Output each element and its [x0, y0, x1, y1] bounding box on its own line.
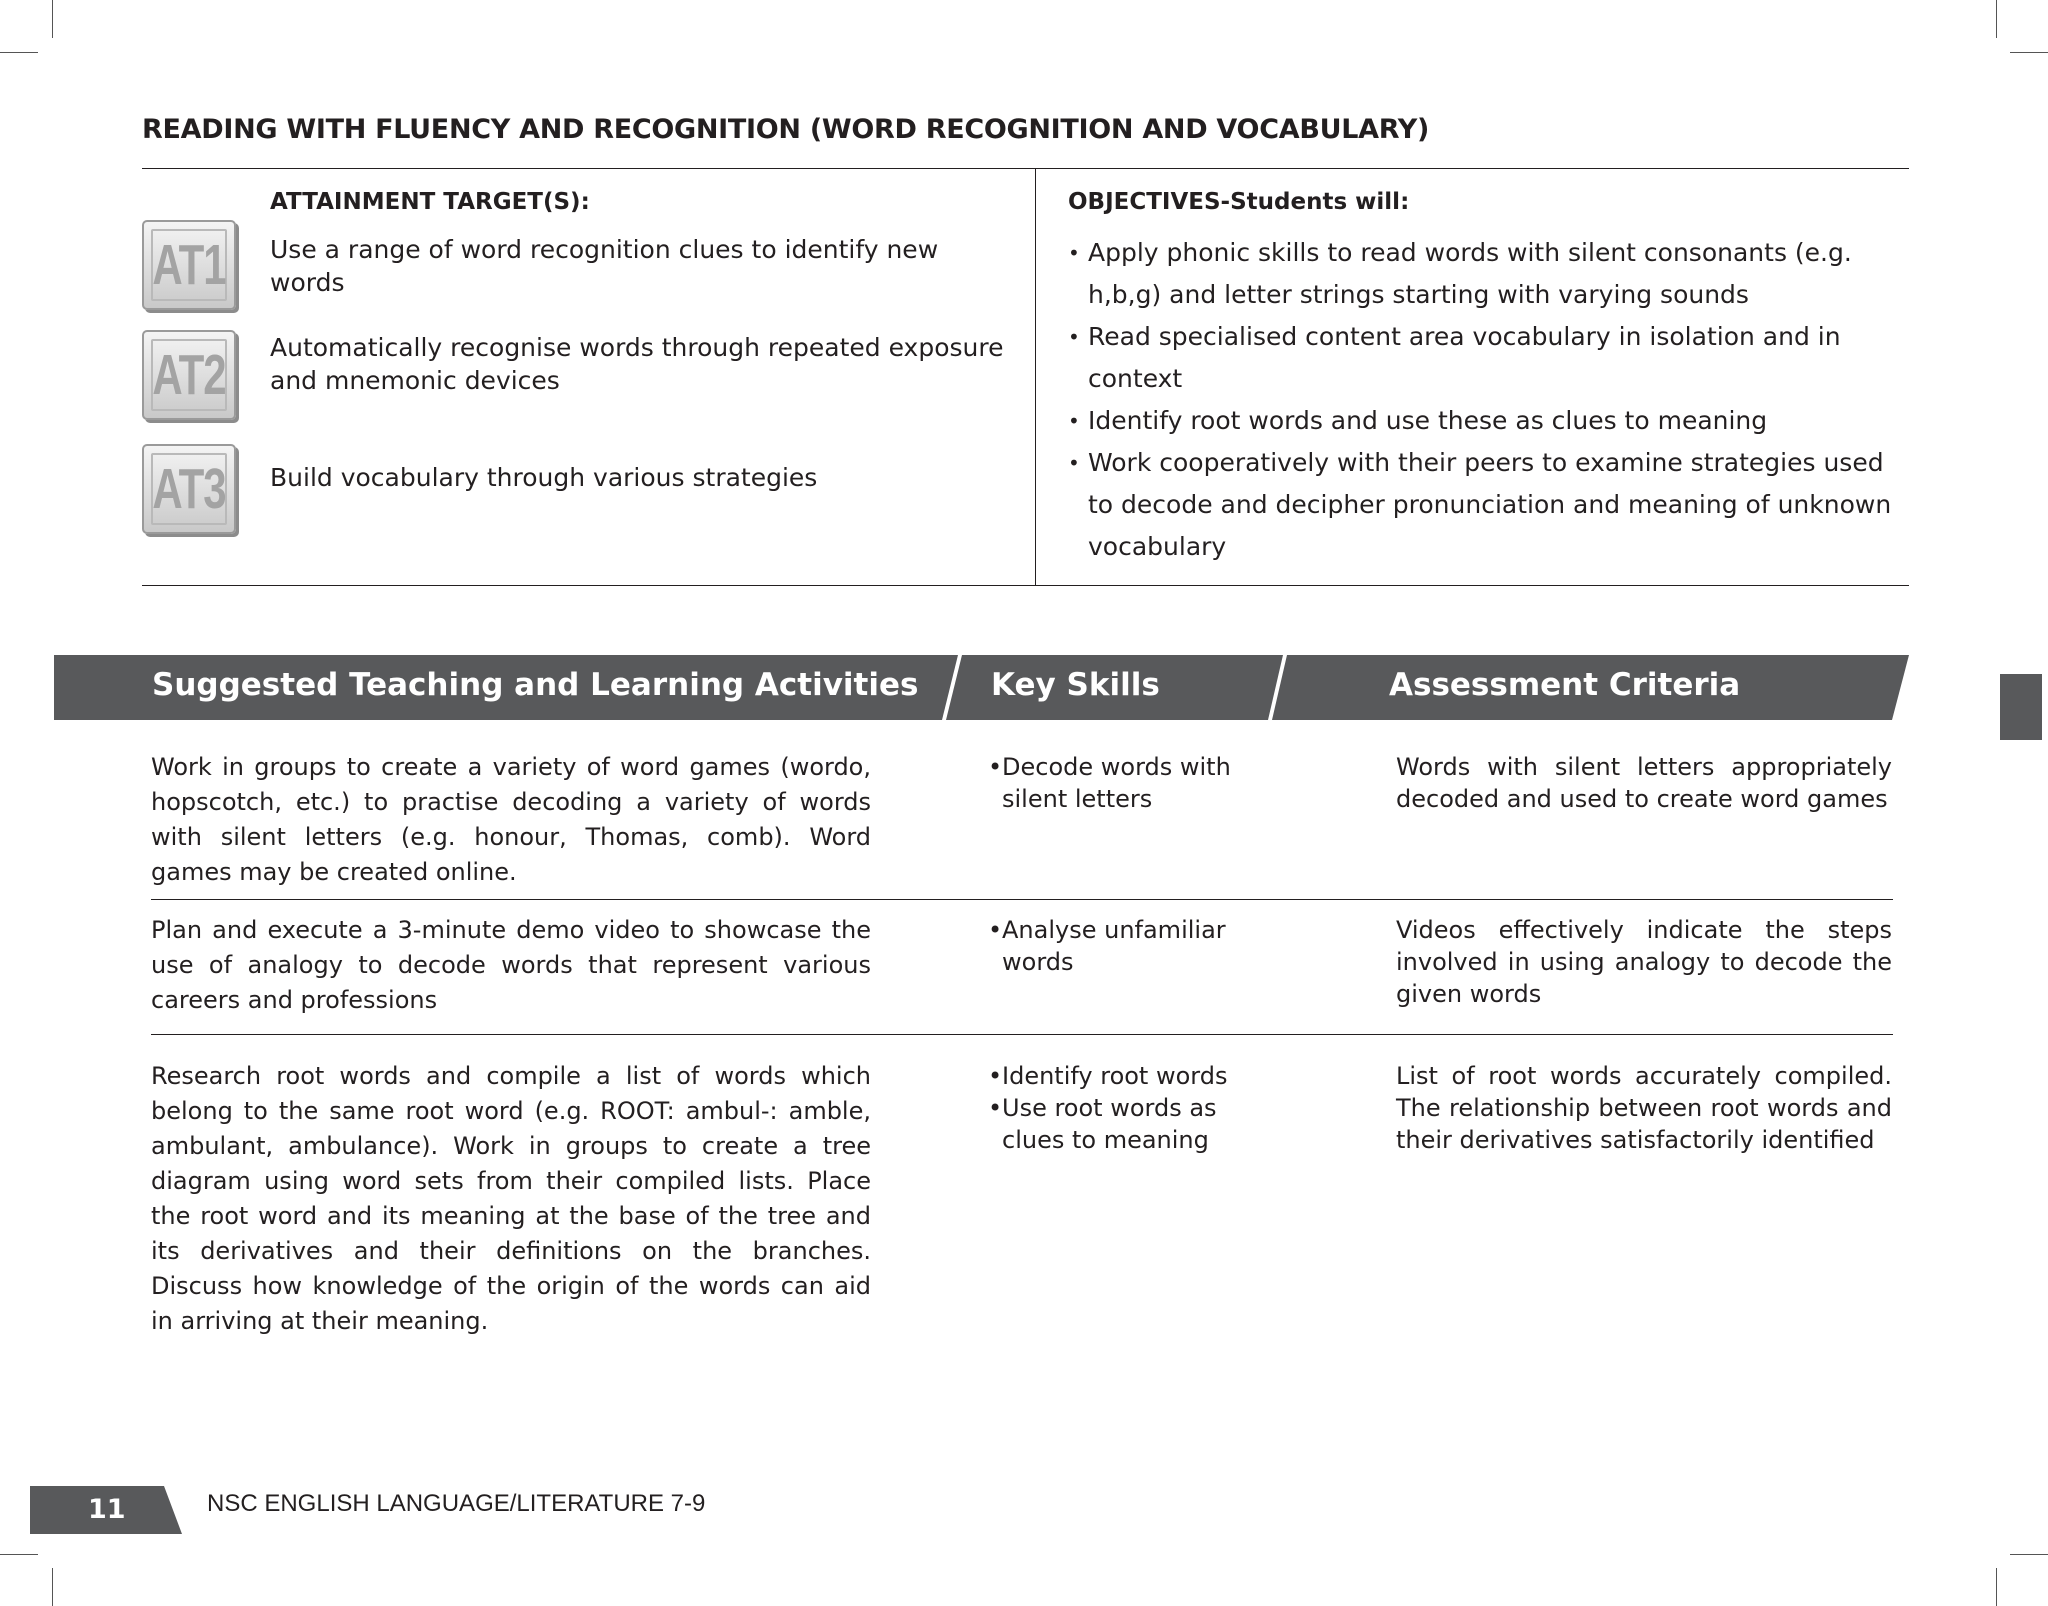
- key-skill-item: • Analyse unfamiliar words: [988, 914, 1278, 978]
- section-tab: [2000, 674, 2042, 740]
- header-assessment: Assessment Criteria: [1389, 667, 1741, 703]
- activity-cell: Research root words and compile a list of words which belong to the same root word (e.g. ROOT: ambul-: amble, ambulant, ambulance). Work in groups to create a tree diagram using word sets from their compiled lists. Place the root word and its meaning at the base of the tree and its derivatives and their definitions on the branches. Discuss how knowledge of the origin of the words can aid in arriving at their meaning.: [151, 1062, 871, 1335]
- key-skill-item: • Identify root words: [988, 1060, 1278, 1092]
- objective-item: • Read specialised content area vocabulary in isolation and in context: [1068, 316, 1913, 400]
- assessment-cell: List of root words accurately compiled. The relationship between root words and their derivatives satisfactorily identified: [1396, 1062, 1892, 1154]
- objective-item: • Work cooperatively with their peers to examine strategies used to decode and decipher pronunciation and meaning of unknown vocabulary: [1068, 442, 1913, 568]
- assessment-cell: Videos effectively indicate the steps involved in using analogy to decode the given words: [1396, 916, 1892, 1008]
- activity-cell: Plan and execute a 3-minute demo video to showcase the use of analogy to decode words that represent various careers and professions: [151, 916, 871, 1014]
- key-skills-cell: [988, 751, 1278, 815]
- activity-cell: Work in groups to create a variety of word games (wordo, hopscotch, etc.) to practise decoding a variety of words with silent letters (e.g. honour, Thomas, comb). Word games may be created online.: [151, 753, 871, 886]
- footer-title: NSC ENGLISH LANGUAGE/LITERATURE 7-9: [207, 1490, 706, 1517]
- crop-mark: [2010, 52, 2048, 53]
- page-number: 11: [88, 1494, 126, 1525]
- key-skills-cell: [988, 914, 1278, 978]
- at2-badge-icon: AT2: [142, 330, 236, 420]
- header-key-skills: Key Skills: [991, 667, 1160, 703]
- crop-mark: [1996, 0, 1997, 38]
- attainment-target-3: Build vocabulary through various strategies: [270, 463, 818, 492]
- row-divider: [151, 1034, 1893, 1035]
- assessment-cell: Words with silent letters appropriately decoded and used to create word games: [1396, 753, 1892, 813]
- objectives-list: [1068, 232, 1913, 568]
- attainment-target-2: Automatically recognise words through repeated exposure and mnemonic devices: [270, 333, 1004, 395]
- column-divider: [1035, 168, 1036, 586]
- crop-mark: [52, 0, 53, 38]
- crop-mark: [52, 1568, 53, 1606]
- at1-badge-icon: AT1: [142, 220, 236, 310]
- page-title: READING WITH FLUENCY AND RECOGNITION (WORD RECOGNITION AND VOCABULARY): [142, 114, 1430, 145]
- attainment-target-1: Use a range of word recognition clues to identify new words: [270, 235, 939, 297]
- row-divider: [151, 899, 1893, 900]
- page-number-tab: [30, 1486, 182, 1534]
- key-skill-item: • Use root words as clues to meaning: [988, 1092, 1278, 1156]
- header-activities: Suggested Teaching and Learning Activities: [152, 667, 919, 703]
- key-skill-item: • Decode words with silent letters: [988, 751, 1278, 815]
- objective-item: • Identify root words and use these as clues to meaning: [1068, 400, 1913, 442]
- at3-badge-icon: AT3: [142, 444, 236, 534]
- attainment-heading: ATTAINMENT TARGET(S):: [270, 189, 590, 215]
- key-skills-cell: [988, 1060, 1278, 1156]
- crop-mark: [0, 52, 38, 53]
- objectives-heading: OBJECTIVES-Students will:: [1068, 189, 1410, 215]
- crop-mark: [0, 1554, 38, 1555]
- crop-mark: [2010, 1554, 2048, 1555]
- objective-item: • Apply phonic skills to read words with silent consonants (e.g. h,b,g) and letter strings starting with varying sounds: [1068, 232, 1913, 316]
- divider: [142, 585, 1909, 586]
- crop-mark: [1996, 1568, 1997, 1606]
- divider: [142, 168, 1909, 169]
